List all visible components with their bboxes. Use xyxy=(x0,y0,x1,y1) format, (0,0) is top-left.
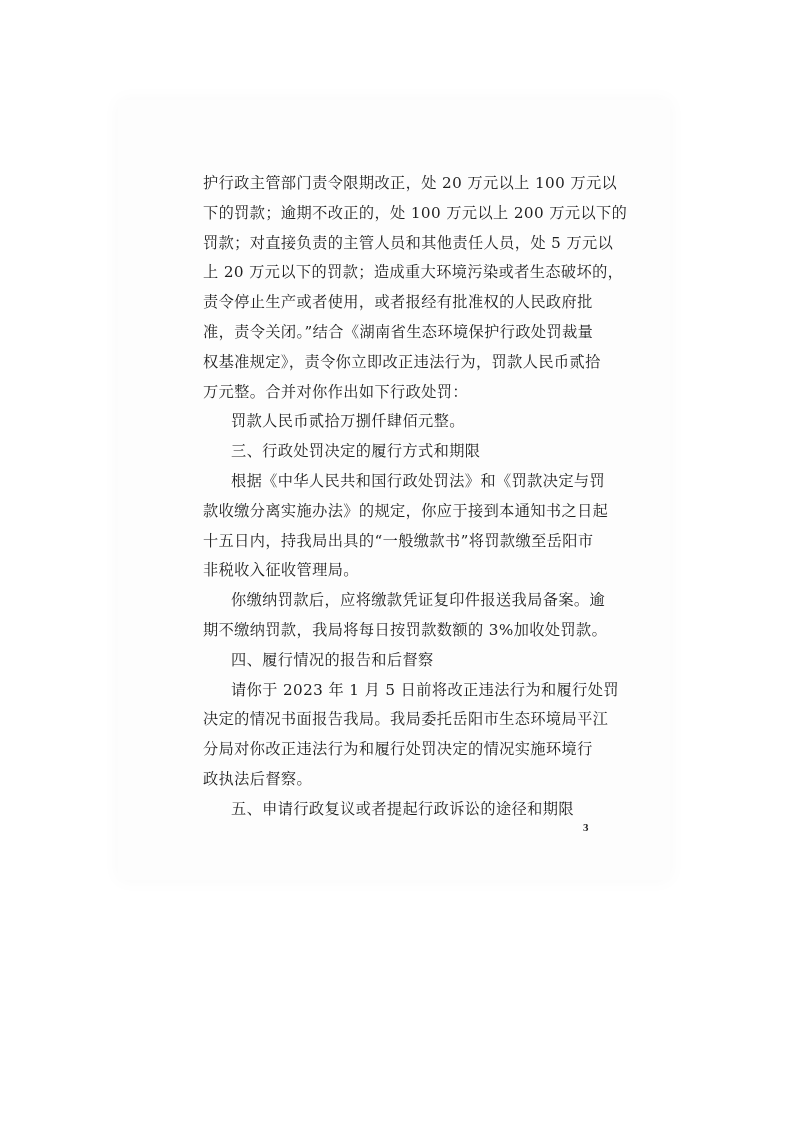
text-line: 准，责令关闭。”结合《湖南省生态环境保护行政处罚裁量 xyxy=(203,322,594,341)
text-line: 下的罚款；逾期不改正的，处 100 万元以上 200 万元以下的 xyxy=(203,203,628,222)
text-line: 款收缴分离实施办法》的规定，你应于接到本通知书之日起 xyxy=(203,501,609,520)
text-line: 请你于 2023 年 1 月 5 日前将改正违法行为和履行处罚 xyxy=(231,680,619,699)
text-line: 护行政主管部门责令限期改正，处 20 万元以上 100 万元以 xyxy=(203,174,618,192)
text-line: 权基准规定》，责令你立即改正违法行为，罚款人民币贰拾 xyxy=(203,352,601,371)
text-line: 非税收入征收管理局。 xyxy=(203,561,359,580)
text-line: 决定的情况书面报告我局。我局委托岳阳市生态环境局平江 xyxy=(203,710,609,729)
page-number: 3 xyxy=(583,822,589,834)
text-line: 责令停止生产或者使用，或者报经有批准权的人民政府批 xyxy=(203,293,593,312)
text-line: 罚款；对直接负责的主管人员和其他责任人员，处 5 万元以 xyxy=(203,233,614,252)
document-body xyxy=(203,169,628,825)
penalty-amount: 罚款人民币贰拾万捌仟肆佰元整。 xyxy=(231,412,465,431)
text-line: 政执法后督察。 xyxy=(203,769,313,788)
text-line: 上 20 万元以下的罚款；造成重大环境污染或者生态破坏的， xyxy=(203,263,624,282)
section-heading: 四、履行情况的报告和后督察 xyxy=(231,650,434,669)
text-line: 你缴纳罚款后，应将缴款凭证复印件报送我局备案。逾 xyxy=(231,591,606,610)
text-line: 根据《中华人民共和国行政处罚法》和《罚款决定与罚 xyxy=(231,471,606,490)
text-line: 期不缴纳罚款，我局将每日按罚款数额的 3%加收处罚款。 xyxy=(203,620,608,639)
section-heading: 三、行政处罚决定的履行方式和期限 xyxy=(231,442,481,461)
text-line: 万元整。合并对你作出如下行政处罚： xyxy=(203,382,468,401)
text-line: 分局对你改正违法行为和履行处罚决定的情况实施环境行 xyxy=(203,740,593,759)
section-heading: 五、申请行政复议或者提起行政诉讼的途径和期限 xyxy=(231,799,574,818)
text-line: 十五日内，持我局出具的“一般缴款书”将罚款缴至岳阳市 xyxy=(203,531,594,550)
